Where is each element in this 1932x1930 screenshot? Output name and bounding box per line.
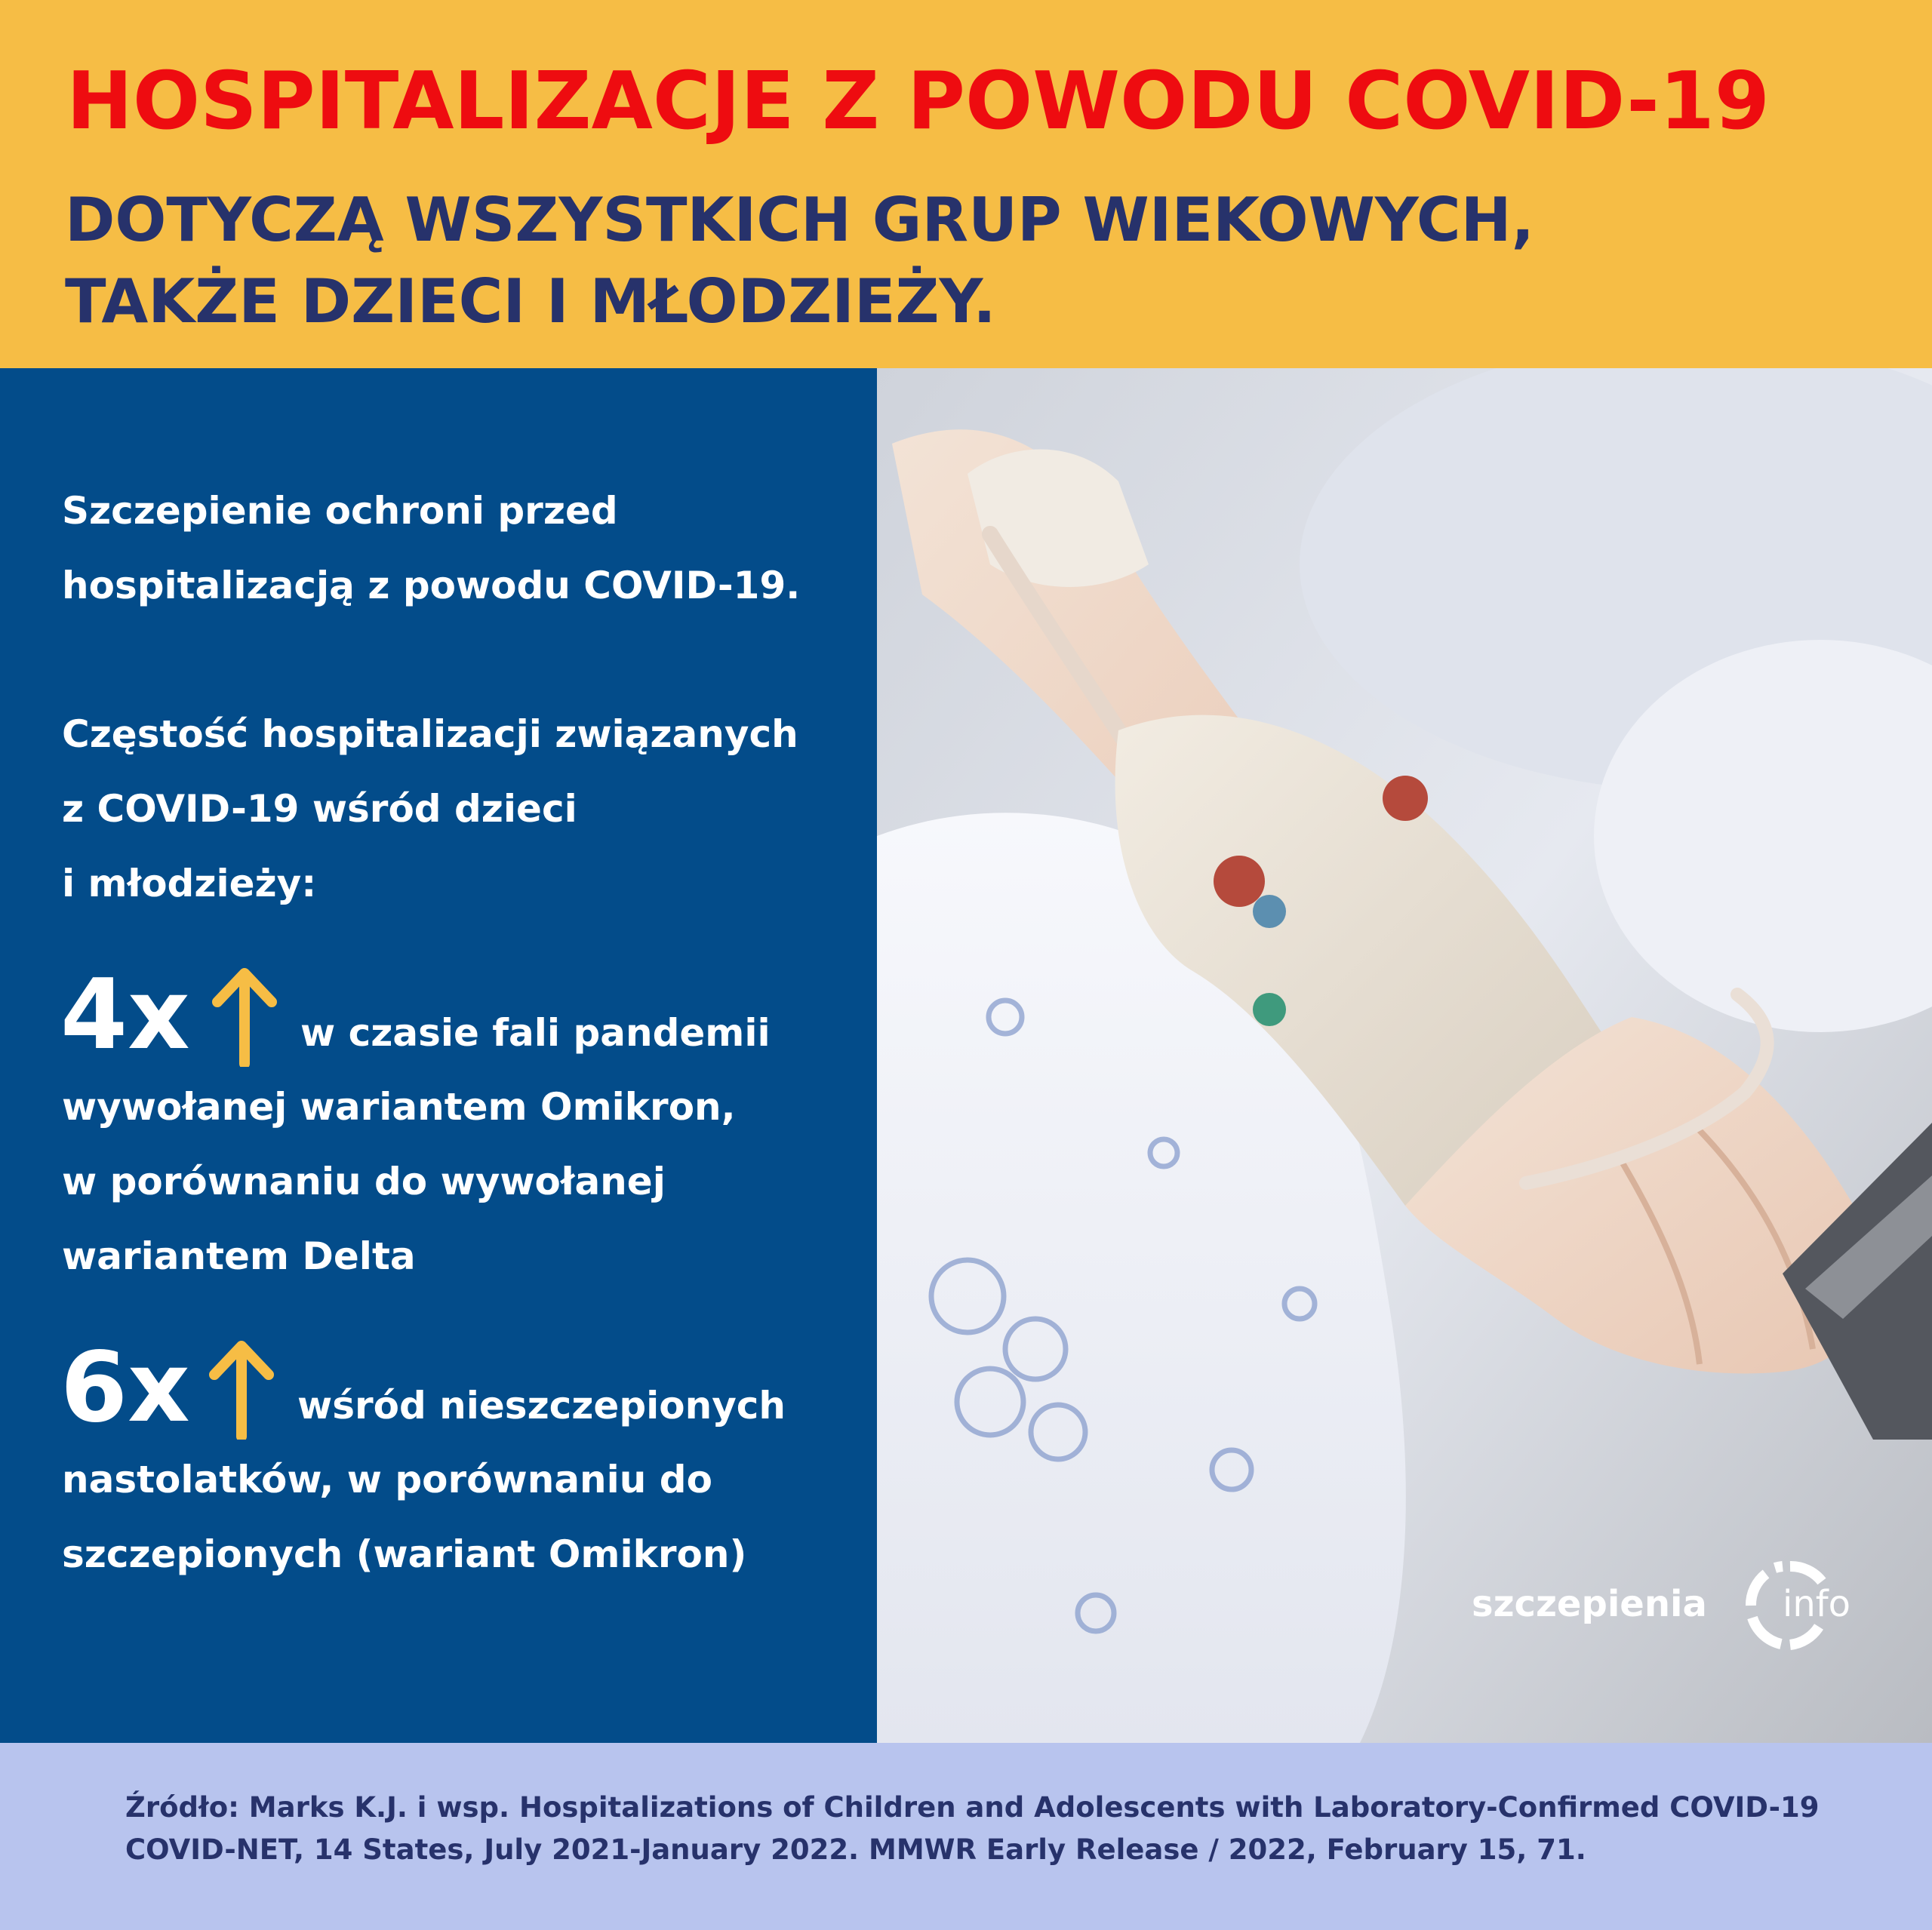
intro-line-1: Szczepienie ochroni przed [62, 489, 618, 533]
frequency-line-1: Częstość hospitalizacji związanych [62, 712, 798, 756]
source-line-2: COVID-NET, 14 States, July 2021-January 2022. MMWR Early Release / 2022, February 15, 71. [125, 1833, 1586, 1866]
header-banner [0, 0, 1932, 368]
logo-text-sub: info [1783, 1583, 1851, 1625]
logo-text-main: szczepienia [1472, 1583, 1707, 1625]
stat-2-line-2: szczepionych (wariant Omikron) [62, 1532, 747, 1576]
stat-1-line-2: w porównaniu do wywołanej [62, 1160, 666, 1203]
frequency-text [62, 697, 798, 921]
szczepienia-info-logo [1472, 1560, 1879, 1651]
stat-value-6x: 6x [60, 1332, 190, 1444]
subheadline-line-2: TAKŻE DZIECI I MŁODZIEŻY. [65, 266, 996, 337]
intro-line-2: hospitalizacją z powodu COVID-19. [62, 564, 801, 607]
frequency-line-3: i młodzieży: [62, 862, 317, 905]
stat-2-description [62, 1443, 746, 1592]
stat-2-first-line: wśród nieszczepionych [297, 1384, 786, 1428]
arrow-up-icon [210, 964, 279, 1067]
photo-illustration [877, 368, 1932, 1743]
intro-text [62, 474, 800, 623]
subheadline-line-1: DOTYCZĄ WSZYSTKICH GRUP WIEKOWYCH, [65, 185, 1534, 255]
source-citation [125, 1787, 1820, 1871]
stat-value-4x: 4x [60, 959, 190, 1071]
frequency-line-2: z COVID-19 wśród dzieci [62, 787, 577, 831]
arrow-up-icon [207, 1337, 276, 1440]
stat-2-line-1: nastolatków, w porównaniu do [62, 1458, 712, 1501]
source-line-1: Źródło: Marks K.J. i wsp. Hospitalizations of Children and Adolescents with Laboratory-Confirmed COVID-19 [125, 1791, 1820, 1824]
stat-1-description [62, 1070, 736, 1294]
subheadline [65, 180, 1534, 343]
stat-1-first-line: w czasie fali pandemii [300, 1011, 771, 1055]
headline: HOSPITALIZACJE Z POWODU COVID-19 [66, 55, 1770, 147]
stat-1-line-3: wariantem Delta [62, 1234, 416, 1278]
stat-1-line-1: wywołanej wariantem Omikron, [62, 1085, 736, 1129]
child-iv-photo [877, 368, 1932, 1743]
